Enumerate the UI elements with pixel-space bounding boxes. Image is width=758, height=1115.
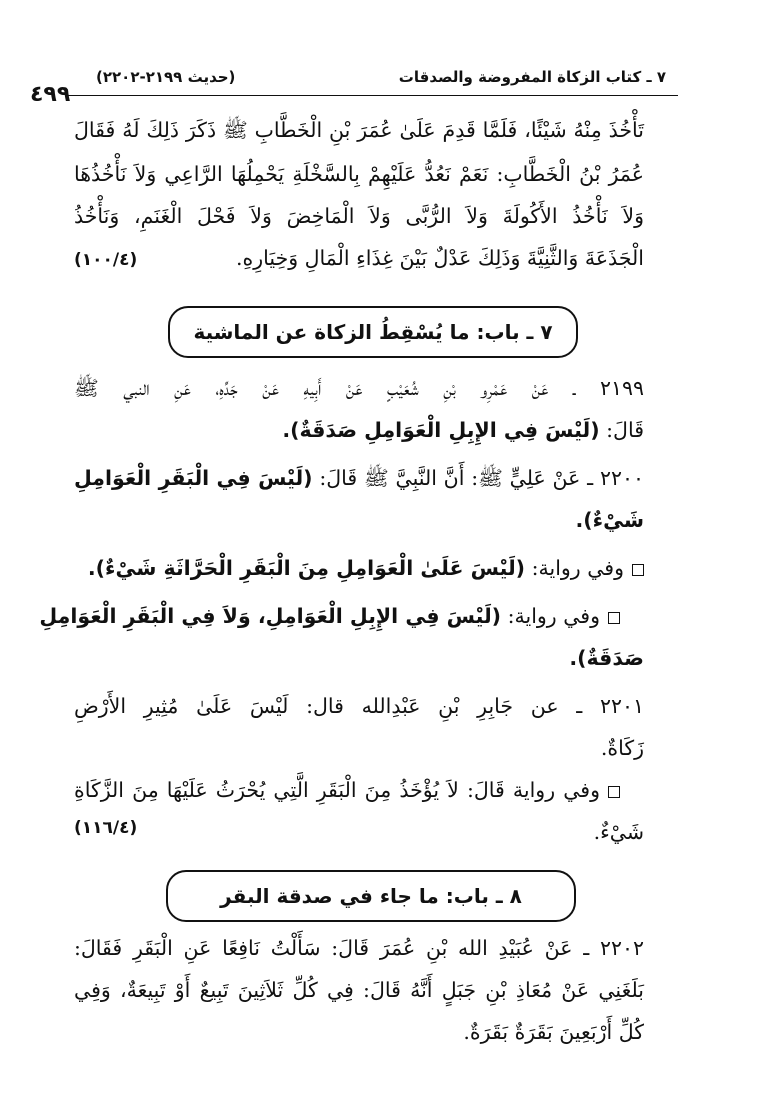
hadith-intro: ٢٢٠٠ ـ عَنْ عَلِيٍّ ﷺ: أَنَّ النَّبِيَّ ﷺ قَالَ: — [319, 466, 644, 490]
paragraph-line: وَلاَ نَأْخُذُ الأَكُولَةَ وَلاَ الرُّبَّى وَلاَ الْمَاخِضَ وَلاَ فَحْلَ الْغَنَمِ، وَنَأْخُذُ — [74, 204, 644, 228]
riwaya-line — [74, 778, 620, 802]
header-rule — [68, 95, 678, 96]
section-heading: ٧ ـ باب: ما يُسْقِطُ الزكاة عن الماشية — [193, 320, 553, 344]
hadith-2201-line: زَكَاةٌ. — [600, 736, 644, 760]
chapter-title: ٧ ـ كتاب الزكاة المفروضة والصدقات — [398, 68, 666, 86]
paragraph-line: الْجَذَعَةَ وَالثَّنِيَّةَ وَذَلِكَ عَدْلٌ بَيْنَ غِذَاءِ الْمَالِ وَخِيَارِهِ. — [235, 246, 644, 270]
paragraph-line: تَأْخُذَ مِنْهُ شَيْئًا، فَلَمَّا قَدِمَ عَلَىٰ عُمَرَ بْنِ الْخَطَّابِ ﷺ ذَكَرَ ذَلِكَ لَهُ فَقَالَ — [74, 118, 644, 142]
hadith-quote: (لَيْسَ فِي الْبَقَرِ الْعَوَامِلِ — [74, 466, 313, 490]
riwaya-quote: (لَيْسَ عَلَىٰ الْعَوَامِلِ مِنَ الْبَقَرِ الْحَرَّاثَةِ شَيْءٌ). — [87, 556, 526, 580]
hadith-2202-line: بَلَغَنِي عَنْ مُعَاذِ بْنِ جَبَلٍ أَنَّهُ قَالَ: فِي كُلِّ ثَلاَثِينَ تَبِيعٌ أَوْ تَبِيعَةٌ، وَفِي — [74, 978, 644, 1002]
hadith-2199-line — [74, 418, 644, 442]
section-heading-box — [166, 870, 576, 922]
riwaya-intro: وفي رواية: — [531, 556, 624, 580]
riwaya-line — [88, 556, 644, 580]
square-bullet-icon — [608, 612, 620, 624]
riwaya-line: صَدَقَةٌ). — [569, 646, 644, 670]
riwaya-quote: (لَيْسَ فِي الإِبِلِ الْعَوَامِلِ، وَلاَ فِي الْبَقَرِ الْعَوَامِلِ — [39, 604, 502, 628]
section-heading-box — [168, 306, 578, 358]
hadith-range: (حديث ٢١٩٩-٢٢٠٢) — [96, 68, 236, 86]
riwaya-text: وفي رواية قَالَ: لاَ يُؤْخَذُ مِنَ الْبَقَرِ الَّتِي يُحْرَثُ عَلَيْهَا مِنَ الزَّكَاةِ — [74, 778, 600, 802]
hadith-2202-line: كُلِّ أَرْبَعِينَ بَقَرَةٌ بَقَرَةٌ. — [463, 1020, 644, 1044]
hadith-intro: قَالَ: — [606, 418, 644, 442]
paragraph-line: عُمَرُ بْنُ الْخَطَّابِ: نَعَمْ نَعُدُّ عَلَيْهِمْ بِالسَّخْلَةِ يَحْمِلُهَا الرَّاعِي وَلاَ نَأْخُذُهَا — [74, 162, 644, 186]
square-bullet-icon — [632, 564, 644, 576]
hadith-2201-line: ٢٢٠١ ـ عن جَابِرِ بْنِ عَبْدِالله قال: لَيْسَ عَلَىٰ مُثِيرِ الأَرْضِ — [74, 694, 644, 718]
square-bullet-icon — [608, 786, 620, 798]
hadith-2200-line — [74, 466, 644, 496]
hadith-2202-line: ٢٢٠٢ ـ عَنْ عُبَيْدِ الله بْنِ عُمَرَ قَالَ: سَأَلْتُ نَافِعًا عَنِ الْبَقَرِ فَقَالَ: — [74, 936, 644, 960]
volume-reference: (١١٦/٤) — [74, 818, 138, 838]
hadith-2200-line: شَيْءٌ). — [575, 508, 644, 532]
hadith-quote: (لَيْسَ فِي الإِبِلِ الْعَوَامِلِ صَدَقَةٌ). — [282, 418, 600, 442]
riwaya-intro: وفي رواية: — [507, 604, 600, 628]
volume-reference: (١٠٠/٤) — [74, 250, 138, 270]
page-number: ٤٩٩ — [30, 82, 71, 107]
section-heading: ٨ ـ باب: ما جاء في صدقة البقر — [220, 884, 522, 908]
hadith-2199-line: ٢١٩٩ ـ عَنْ عَمْرِو بْنِ شُعَيْبٍ عَنْ أَبِيهِ عَنْ جَدِّهِ، عَنِ النبي ﷺ — [74, 376, 644, 400]
riwaya-line — [39, 604, 620, 628]
riwaya-line: شَيْءٌ. — [593, 820, 644, 844]
running-head — [68, 62, 666, 96]
